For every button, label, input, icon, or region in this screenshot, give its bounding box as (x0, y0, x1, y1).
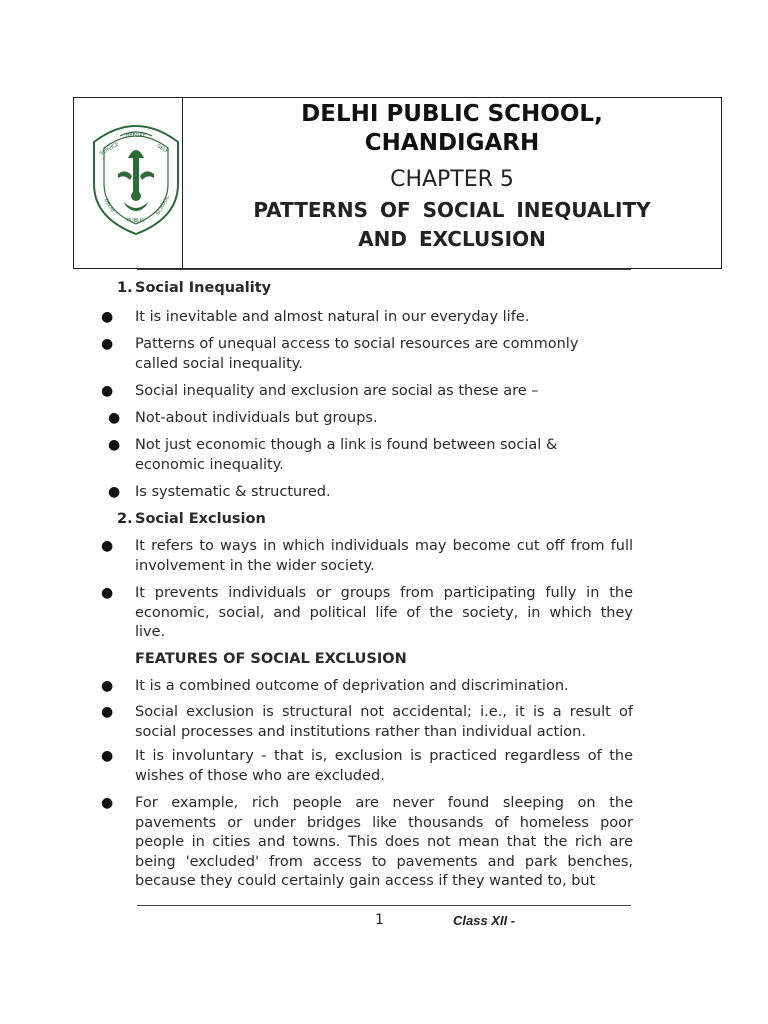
bullet-text-line: Social exclusion is structural not accidental; i.e., it is a result of (135, 704, 633, 720)
crest-banner-top: BEFORE (125, 133, 147, 139)
bullet-marker: ● (101, 383, 114, 399)
bullet-marker: ● (101, 336, 114, 352)
section2-number: 2. (117, 511, 133, 527)
section2-heading: Social Exclusion (135, 511, 266, 527)
sub-bullet-text-line: Is systematic & structured. (135, 484, 331, 500)
sub-bullet-marker: ● (108, 484, 121, 500)
bullet-marker: ● (101, 704, 114, 720)
school-name-line1: DELHI PUBLIC SCHOOL, (301, 101, 603, 127)
page-number: 1 (375, 912, 384, 928)
bullet-text-line: Patterns of unequal access to social resources are commonly (135, 336, 579, 352)
section1-number: 1. (117, 280, 133, 296)
crest-ring-right: SCHOOL (155, 194, 172, 217)
chapter-label: CHAPTER 5 (390, 167, 514, 192)
bullet-text-line: pavements or under bridges like thousands of homeless poor (135, 814, 633, 831)
logo-cell (74, 98, 183, 268)
crest-ring-bottom: PUBLIC (127, 218, 145, 224)
bullet-text-line: economic, social, and political life of the society, in which they (135, 604, 633, 621)
bullet-text-line: because they could certainly gain access if they wanted to, but (135, 873, 596, 889)
sub-bullet-text-line: Not just economic though a link is found between social & (135, 437, 558, 453)
bullet-text-line: being 'excluded' from access to pavements and park benches, (135, 853, 633, 870)
bullet-text-line: social processes and institutions rather than individual action. (135, 723, 586, 740)
bullet-marker: ● (101, 538, 114, 554)
class-label: Class XII - (453, 913, 516, 928)
bullet-marker: ● (101, 748, 114, 764)
sub-bullet-text-line: economic inequality. (135, 456, 284, 473)
crest-ring-left: DELHI (102, 197, 116, 214)
bullet-text-line: For example, rich people are never found sleeping on the (135, 795, 633, 811)
crest-banner-right: SELF (155, 143, 170, 155)
header-rule (137, 269, 631, 270)
bullet-text-line: It is inevitable and almost natural in our everyday life. (135, 309, 530, 325)
bullet-text-line: wishes of those who are excluded. (135, 767, 385, 784)
sub-bullet-marker: ● (108, 437, 121, 453)
bullet-text-line: live. (135, 624, 166, 640)
school-name-line2: CHANDIGARH (364, 130, 540, 156)
features-heading: FEATURES OF SOCIAL EXCLUSION (135, 651, 407, 667)
bullet-text-line: It is involuntary - that is, exclusion is practiced regardless of the (135, 748, 633, 764)
school-name (183, 100, 721, 158)
bullet-marker: ● (101, 678, 114, 694)
bullet-marker: ● (101, 795, 114, 811)
bullet-marker: ● (101, 309, 114, 325)
school-crest-icon (90, 114, 182, 238)
bullet-text-line: people in cities and towns. This does not mean that the rich are (135, 834, 633, 850)
page-title (183, 196, 721, 254)
page-title-line2: AND EXCLUSION (358, 227, 546, 251)
crest-banner-left: SERVICE (98, 141, 121, 158)
header-box (73, 97, 722, 269)
sub-bullet-marker: ● (108, 410, 121, 426)
bullet-text-line: involvement in the wider society. (135, 557, 375, 574)
bullet-text-line: It is a combined outcome of deprivation and discrimination. (135, 678, 569, 694)
bullet-text-line: It prevents individuals or groups from participating fully in the (135, 585, 633, 601)
page-title-line1: PATTERNS OF SOCIAL INEQUALITY (253, 198, 651, 222)
title-cell (183, 98, 721, 268)
bullet-text-line: Social inequality and exclusion are social as these are – (135, 383, 539, 399)
bullet-text-line: It refers to ways in which individuals may become cut off from full (135, 538, 633, 554)
bullet-text-line: called social inequality. (135, 355, 303, 372)
footer-rule (137, 905, 631, 906)
bullet-marker: ● (101, 585, 114, 601)
section1-heading: Social Inequality (135, 280, 272, 296)
sub-bullet-text-line: Not-about individuals but groups. (135, 410, 378, 426)
